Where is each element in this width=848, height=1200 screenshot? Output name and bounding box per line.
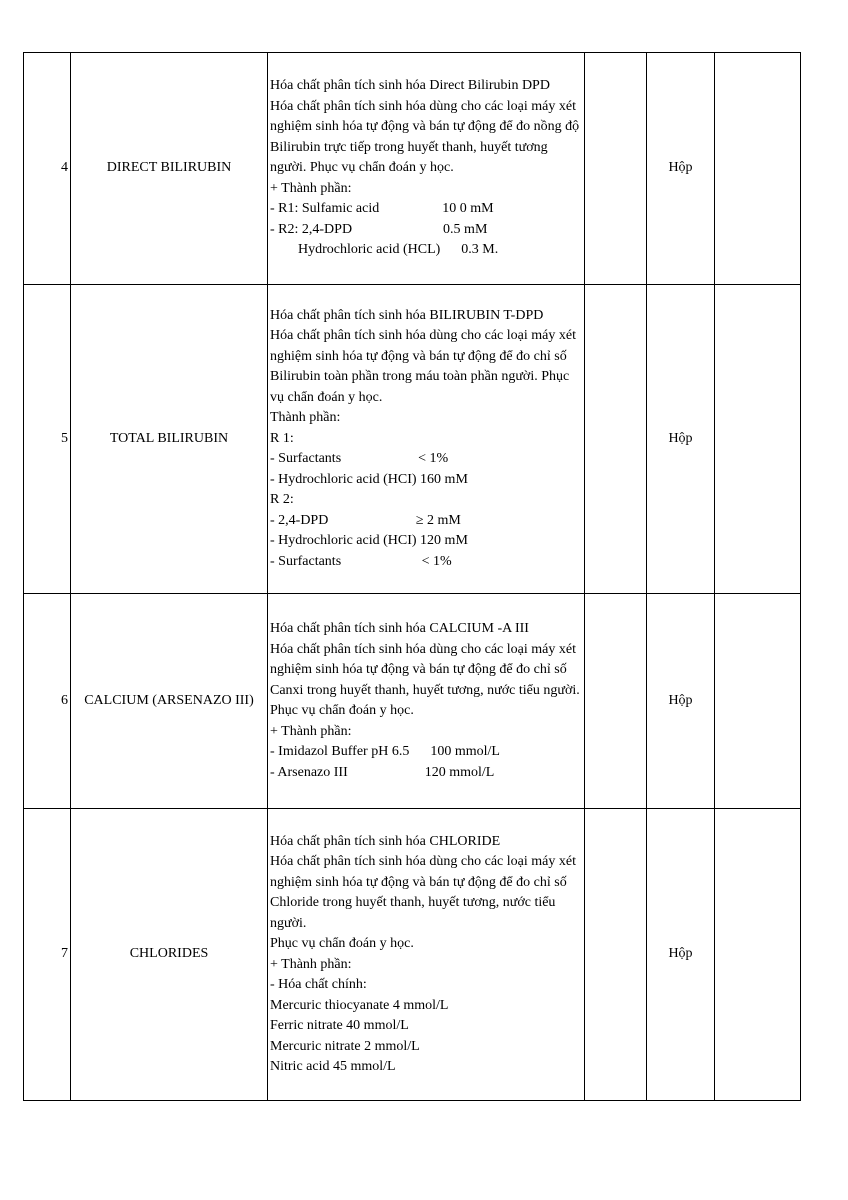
description-line: - 2,4-DPD ≥ 2 mM (270, 512, 461, 528)
unit-cell: Hộp (647, 809, 715, 1101)
empty-cell (715, 594, 801, 809)
description-line: - Imidazol Buffer pH 6.5 100 mmol/L (270, 744, 500, 759)
description-line: + Thành phần: (270, 180, 352, 196)
unit-cell: Hộp (647, 285, 715, 594)
description-line: - Hydrochloric acid (HCI) 160 mM (270, 471, 468, 487)
description-line: - Arsenazo III 120 mmol/L (270, 764, 495, 780)
product-description (268, 809, 585, 1101)
description-title: Hóa chất phân tích sinh hóa CHLORIDE (270, 833, 501, 849)
description-line: Phục vụ chẩn đoán y học. (270, 936, 414, 951)
description-line: - R2: 2,4-DPD 0.5 mM (270, 221, 488, 237)
description-line: - R1: Sulfamic acid 10 0 mM (270, 201, 494, 217)
description-line: Mercuric nitrate 2 mmol/L (270, 1038, 420, 1054)
description-line: Mercuric thiocyanate 4 mmol/L (270, 997, 449, 1013)
description-line: Nitric acid 45 mmol/L (270, 1059, 396, 1074)
description-usage: Hóa chất phân tích sinh hóa dùng cho các loại máy xét nghiệm sinh hóa tự động và bán tự động để đo nồng độ Bilirubin trực tiếp trong huyết thanh, huyết tương người. Phục vụ chẩn đoán y học. (270, 98, 580, 176)
description-line: Ferric nitrate 40 mmol/L (270, 1018, 409, 1033)
row-number: 4 (24, 53, 71, 285)
unit-cell: Hộp (647, 53, 715, 285)
empty-cell (715, 809, 801, 1101)
description-line: Phục vụ chẩn đoán y học. (270, 703, 414, 718)
row-number: 5 (24, 285, 71, 594)
product-description (268, 285, 585, 594)
product-description (268, 53, 585, 285)
product-table (23, 52, 801, 1101)
description-usage: Hóa chất phân tích sinh hóa dùng cho các loại máy xét nghiệm sinh hóa tự động và bán tự động để đo chỉ số Bilirubin toàn phần trong máu toàn phần người. Phục vụ chẩn đoán y học. (270, 328, 576, 405)
description-line: - Surfactants < 1% (270, 553, 452, 569)
description-line: Thành phần: (270, 410, 341, 426)
empty-cell (585, 809, 647, 1101)
description-usage: Hóa chất phân tích sinh hóa dùng cho các loại máy xét nghiệm sinh hóa tự động và bán tự động để đo chỉ số Canxi trong huyết thanh, huyết tương, nước tiểu người. (270, 641, 580, 698)
description-usage: Hóa chất phân tích sinh hóa dùng cho các loại máy xét nghiệm sinh hóa tự động và bán tự động để đo chỉ số Chloride trong huyết thanh, huyết tương, nước tiểu người. (270, 854, 576, 931)
description-line: - Hóa chất chính: (270, 977, 367, 992)
empty-cell (715, 285, 801, 594)
description-title: Hóa chất phân tích sinh hóa Direct Bilirubin DPD (270, 78, 550, 94)
product-name: DIRECT BILIRUBIN (71, 53, 268, 285)
description-line: + Thành phần: (270, 956, 352, 972)
row-number: 6 (24, 594, 71, 809)
table-row (24, 285, 801, 594)
description-line: - Surfactants < 1% (270, 451, 449, 467)
description-line: Hydrochloric acid (HCL) 0.3 M. (270, 242, 499, 258)
empty-cell (585, 53, 647, 285)
row-number: 7 (24, 809, 71, 1101)
product-description (268, 594, 585, 809)
table-row (24, 809, 801, 1101)
empty-cell (715, 53, 801, 285)
description-line: R 1: (270, 430, 294, 446)
description-line: R 2: (270, 492, 294, 508)
description-title: Hóa chất phân tích sinh hóa CALCIUM -A III (270, 621, 529, 636)
table-row (24, 594, 801, 809)
product-name: CHLORIDES (71, 809, 268, 1101)
description-line: - Hydrochloric acid (HCI) 120 mM (270, 533, 468, 549)
unit-cell: Hộp (647, 594, 715, 809)
table-row (24, 53, 801, 285)
description-line: + Thành phần: (270, 723, 352, 739)
empty-cell (585, 285, 647, 594)
empty-cell (585, 594, 647, 809)
product-name: TOTAL BILIRUBIN (71, 285, 268, 594)
product-name: CALCIUM (ARSENAZO III) (71, 594, 268, 809)
description-title: Hóa chất phân tích sinh hóa BILIRUBIN T-DPD (270, 307, 544, 323)
